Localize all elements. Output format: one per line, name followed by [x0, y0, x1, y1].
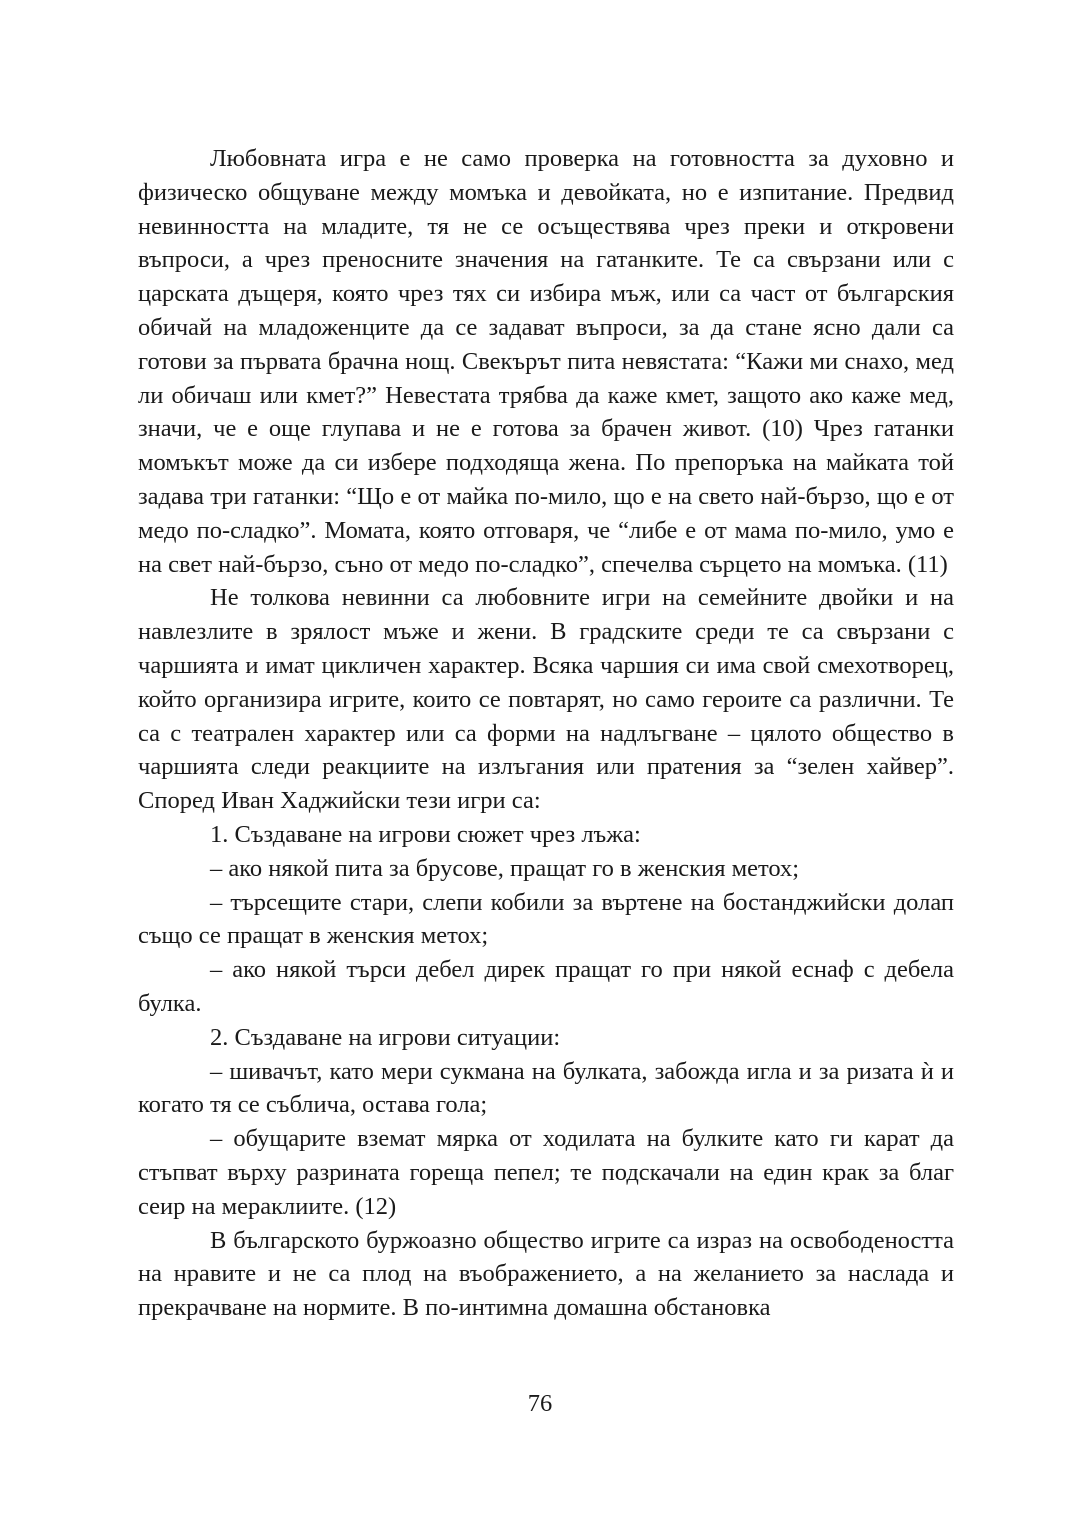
paragraph-married-couples-games: Не толкова невинни са любовните игри на семейните двойки и на навлезлите в зрялост мъже и жени. В градските среди те са свързани с чаршията и имат цикличен характер. Всяка чаршия си има свой смехотворец, който организира игрите, които се повтарят, но само героите са различни. Те са с театрален характер или са форми на надлъгване – цялото общество в чаршията следи реакциите на излъгания или пратения за “зелен хайвер”. Според Иван Хаджийски тези игри са:: [138, 584, 954, 815]
paragraph-bourgeois-society: В българското буржоазно общество игрите са израз на освободеността на нравите и не са плод на въображението, а на желанието за наслада и прекрачване на нормите. В по-интимна домашна обстановка: [138, 1226, 954, 1322]
list-heading-game-situations: 2. Създаване на игрови ситуации:: [210, 1023, 561, 1051]
body-text: [138, 142, 954, 1325]
page-number: 76: [527, 1390, 553, 1417]
list-item-thick-pole: – ако някой търси дебел дирек пращат го при някой еснаф с дебела булка.: [138, 956, 954, 1017]
paragraph-love-game-riddles: Любовната игра е не само проверка на готовността за духовно и физическо общуване между момъка и девойката, но е изпитание. Предвид невинността на младите, тя не се осъществява чрез преки и откровени въпроси, а чрез преносните значения на гатанките. Те са свързани или с царската дъщеря, която чрез тях си избира мъж, или са част от българския обичай на младоженците да се задават въпроси, за да стане ясно дали са готови за първата брачна нощ. Свекърът пита невястата: “Кажи ми снахо, мед ли обичаш или кмет?” Невестата трябва да каже кмет, защото ако каже мед, значи, че е още глупава и не е готова за брачен живот. (10) Чрез гатанки момъкът може да си избере подходяща жена. По препоръка на майката той задава три гатанки: “Що е от майка по-мило, що е на свето най-бързо, що е от медо по-сладко”. Момата, която отговаря, че “либе е от мама по-мило, умо е на свет най-бързо, съно от медо по-сладко”, спечелва сърцето на момъка. (11): [138, 145, 954, 578]
list-item-brusove: – ако някой пита за брусове, пращат го в женския метох;: [210, 854, 800, 882]
list-item-shoemakers: – обущарите вземат мярка от ходилата на булките като ги карат да стъпват върху разрината гореща пепел; те подскачали на един крак за благ сеир на мераклиите. (12): [138, 1125, 954, 1220]
list-heading-plot-lie: 1. Създаване на игрови сюжет чрез лъжа:: [210, 820, 641, 848]
list-item-old-mares: – търсещите стари, слепи кобили за въртене на бостанджийски долап също се пращат в женския метох;: [138, 888, 954, 950]
list-item-tailor: – шивачът, като мери сукмана на булката, забожда игла и за ризата ѝ и когато тя се съблича, остава гола;: [138, 1057, 954, 1119]
